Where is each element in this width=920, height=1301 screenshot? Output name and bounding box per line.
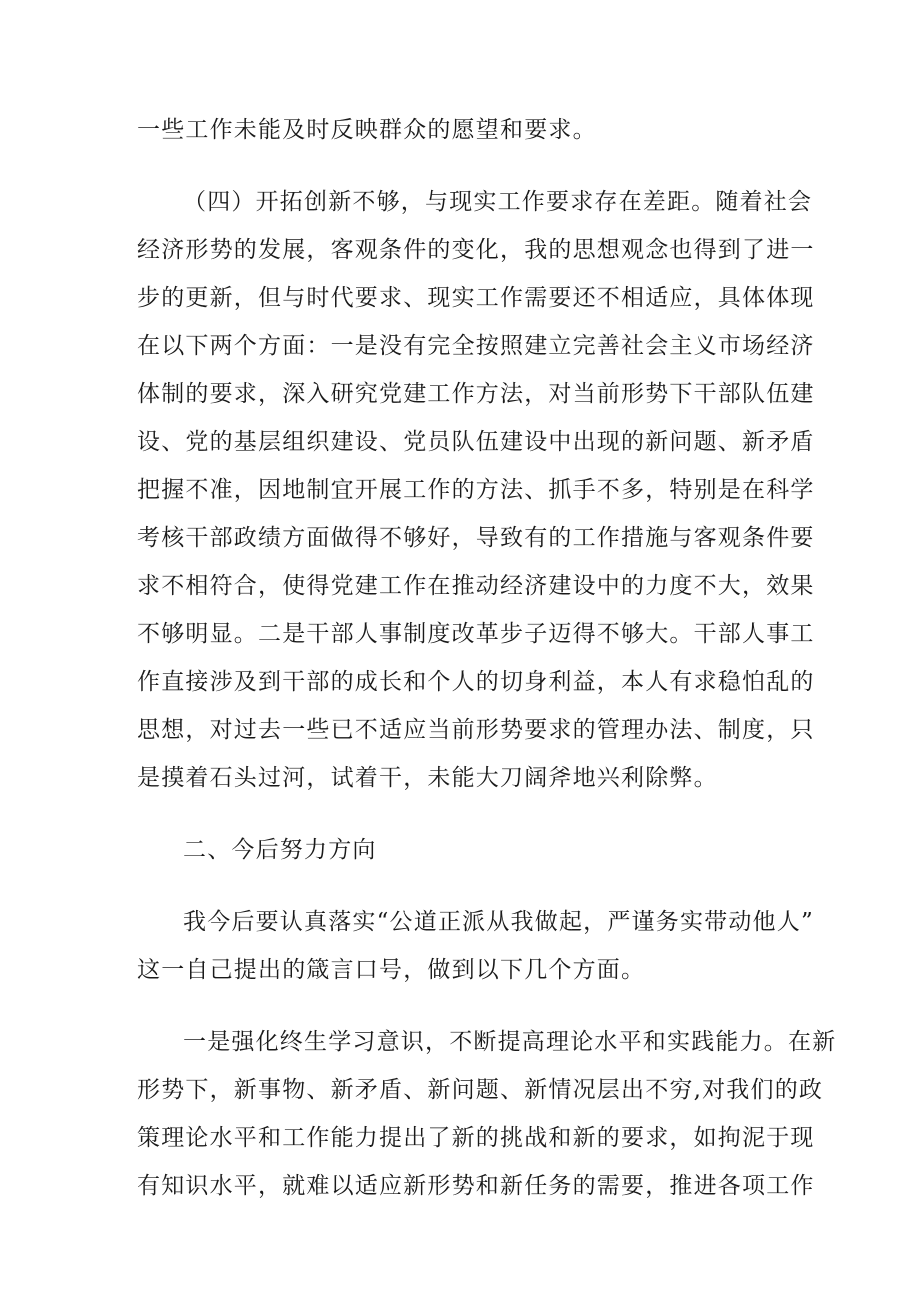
paragraph: [137, 826, 787, 874]
paragraph-gap: [137, 994, 787, 1018]
text-line: 考核干部政绩方面做得不够好，导致有的工作措施与客观条件要: [137, 525, 815, 551]
text-line: 思想，对过去一些已不适应当前形势要求的管理办法、制度，只: [137, 717, 815, 743]
text-line: 策理论水平和工作能力提出了新的挑战和新的要求，如拘泥于现: [137, 1125, 815, 1151]
text-line: 步的更新，但与时代要求、现实工作需要还不相适应，具体体现: [137, 285, 815, 311]
text-line: 一是强化终生学习意识，不断提高理论水平和实践能力。在新: [183, 1029, 837, 1055]
paragraph: [137, 178, 815, 802]
paragraph-gap: [137, 802, 787, 826]
paragraph-gap: [137, 874, 787, 898]
text-line: 求不相符合，使得党建工作在推动经济建设中的力度不大，效果: [137, 573, 815, 599]
text-line: 设、党的基层组织建设、党员队伍建设中出现的新问题、新矛盾: [137, 429, 815, 455]
text-line: 形势下，新事物、新矛盾、新问题、新情况层出不穷,对我们的政: [137, 1077, 824, 1103]
paragraph: [137, 106, 787, 154]
text-line: （四）开拓创新不够，与现实工作要求存在差距。随着社会: [183, 189, 813, 215]
text-line: 把握不准，因地制宜开展工作的方法、抓手不多，特别是在科学: [137, 477, 815, 503]
paragraph: [137, 1018, 837, 1210]
text-line: 不够明显。二是干部人事制度改革步子迈得不够大。干部人事工: [137, 621, 815, 647]
text-line: 这一自己提出的箴言口号，做到以下几个方面。: [137, 957, 646, 983]
text-line: 有知识水平，就难以适应新形势和新任务的需要，推进各项工作: [137, 1173, 815, 1199]
text-line: 经济形势的发展，客观条件的变化，我的思想观念也得到了进一: [137, 237, 815, 263]
text-line: 作直接涉及到干部的成长和个人的切身利益，本人有求稳怕乱的: [137, 669, 815, 695]
text-line: 我今后要认真落实“公道正派从我做起，严谨务实带动他人”: [183, 909, 814, 935]
paragraph: [137, 898, 814, 994]
text-line: 是摸着石头过河，试着干，未能大刀阔斧地兴利除弊。: [137, 765, 718, 791]
text-line: 二、今后努力方向: [183, 837, 377, 863]
text-line: 一些工作未能及时反映群众的愿望和要求。: [137, 117, 597, 143]
text-line: 在以下两个方面：一是没有完全按照建立完善社会主义市场经济: [137, 333, 815, 359]
paragraph-gap: [137, 154, 787, 178]
document-body: [137, 106, 837, 1210]
text-line: 体制的要求，深入研究党建工作方法，对当前形势下干部队伍建: [137, 381, 815, 407]
